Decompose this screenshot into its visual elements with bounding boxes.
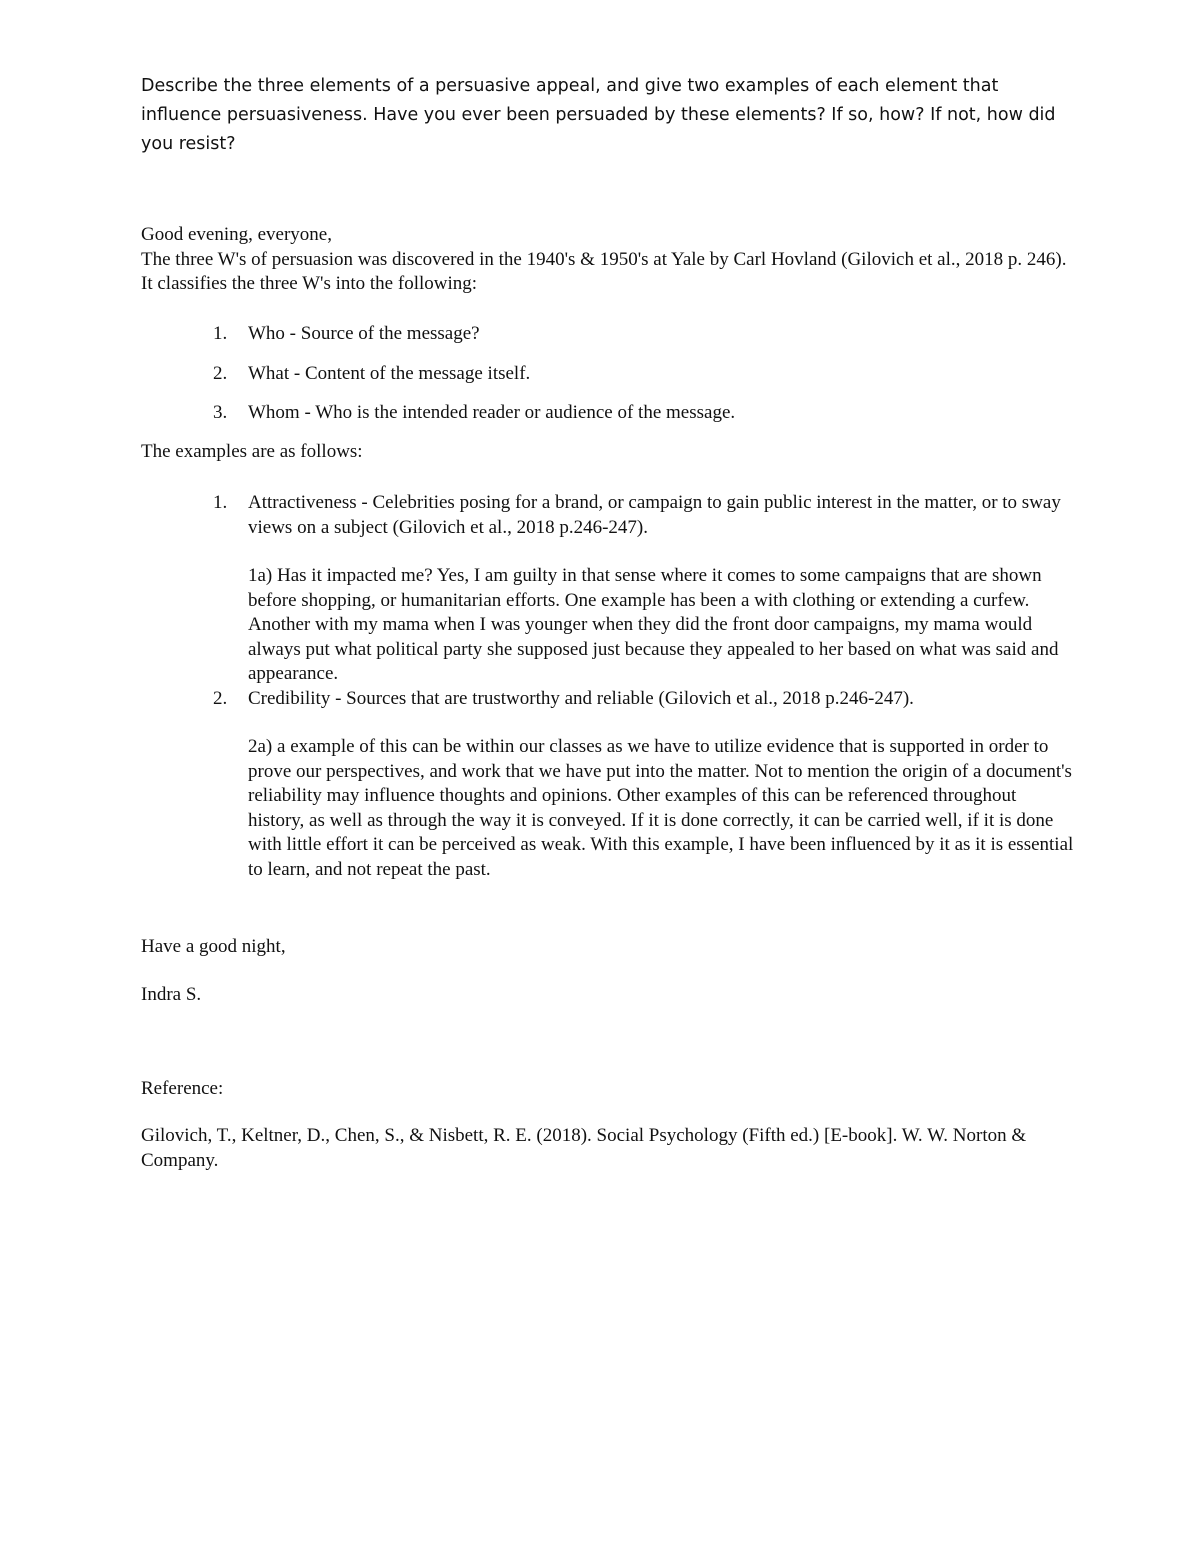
list-number: 2. (213, 362, 228, 384)
list-item-text: Who - Source of the message? (248, 323, 480, 344)
list-item-text: What - Content of the message itself. (248, 362, 531, 384)
closing-line: Have a good night, (141, 936, 286, 957)
list-item (141, 322, 1076, 347)
list-number: 1. (213, 323, 228, 344)
example-subparagraph: 2a) a example of this can be within our classes as we have to utilize evidence that is supported in order to prove our perspectives, and work that we have put into the matter. Not to mention the origin of a document's reliability may influence thoughts and opinions. Other examples of this can be referenced throughout history, as well as through the way it is conveyed. If it is done correctly, it can be carried well, if it is done with little effort it can be perceived as weak. With this example, I have been influenced by it as it is essential to learn, and not repeat the past. (248, 736, 1074, 880)
example-subparagraph: 1a) Has it impacted me? Yes, I am guilty in that sense where it comes to some campaigns that are shown before shopping, or humanitarian efforts. One example has been a with clothing or extending a curfew. Another with my mama when I was younger when they did the front door campaigns, my mama would always put what political party she supposed just because they appealed to her based on what was said and appearance. (248, 565, 1059, 684)
list-number: 1. (213, 492, 228, 513)
list-item-text: Whom - Who is the intended reader or audience of the message. (248, 402, 736, 423)
reference-entry: Gilovich, T., Keltner, D., Chen, S., & Nisbett, R. E. (2018). Social Psychology (Fifth ed.) [E-book]. W. W. Norton & Company. (141, 1125, 1027, 1171)
greeting-line: Good evening, everyone, (141, 224, 332, 245)
examples-intro: The examples are as follows: (141, 441, 363, 462)
signature: Indra S. (141, 984, 202, 1005)
list-number: 3. (213, 402, 228, 423)
three-ws-list (141, 322, 1076, 441)
list-item (141, 687, 1076, 883)
example-text: Credibility - Sources that are trustworthy and reliable (Gilovich et al., 2018 p.246-247). (248, 687, 914, 709)
post-intro (141, 223, 1071, 297)
reference-heading: Reference: (141, 1078, 224, 1099)
examples-list (141, 491, 1076, 882)
example-text: Attractiveness - Celebrities posing for a brand, or campaign to gain public interest in the matter, or to sway views on a subject (Gilovich et al., 2018 p.246-247). (248, 492, 1061, 538)
list-item (141, 362, 1076, 387)
list-item (141, 491, 1076, 687)
list-item (141, 401, 1076, 426)
intro-paragraph: The three W's of persuasion was discovered in the 1940's & 1950's at Yale by Carl Hovland (Gilovich et al., 2018 p. 246). It classifies the three W's into the following: (141, 248, 1067, 294)
assignment-prompt: Describe the three elements of a persuasive appeal, and give two examples of each element that influence persuasiveness. Have you ever been persuaded by these elements? If so, how? If not, how did you resist? (141, 76, 1056, 154)
list-number: 2. (213, 687, 228, 709)
